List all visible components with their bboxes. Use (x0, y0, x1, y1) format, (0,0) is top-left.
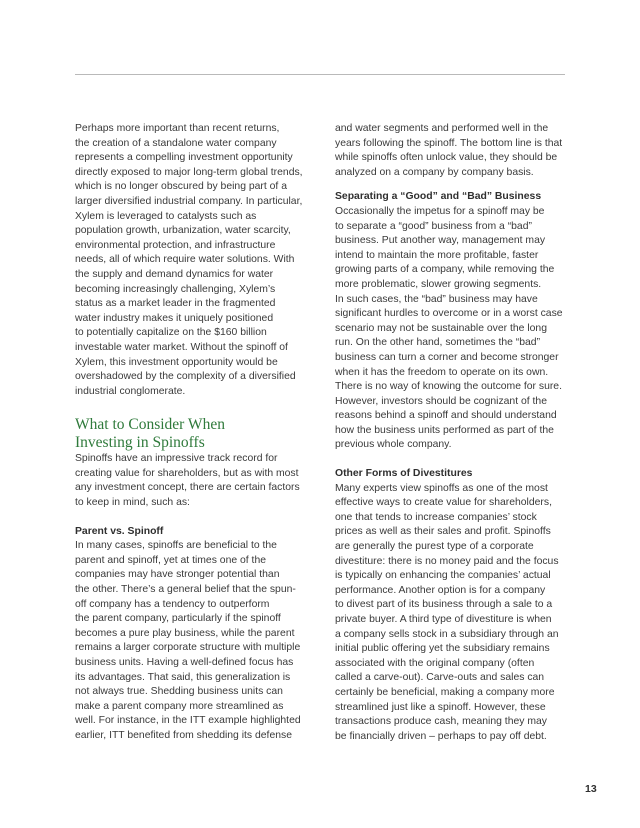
text-line: Occasionally the impetus for a spinoff may be (335, 205, 545, 217)
text-line: Xylem, this investment opportunity would be (75, 356, 278, 368)
text-line: remains a larger corporate structure with multiple (75, 642, 301, 654)
text-line: overshadowed by the complexity of a diversified (75, 371, 296, 383)
text-line: represents a compelling investment opportunity (75, 152, 293, 164)
text-line: Xylem is leveraged to catalysts such as (75, 210, 257, 222)
text-line: population growth, urbanization, water scarcity, (75, 225, 291, 237)
text-line: performance. Another option is for a company (335, 584, 546, 596)
section-intro-paragraph (75, 452, 307, 510)
section-heading (75, 416, 307, 452)
text-line: and water segments and performed well in the (335, 123, 549, 134)
text-line: creating value for shareholders, but as with most (75, 467, 299, 479)
text-line: Perhaps more important than recent returns, (75, 123, 280, 134)
other-forms-heading: Other Forms of Divestitures (335, 468, 473, 480)
text-line: However, investors should be cognizant of the (335, 395, 547, 407)
text-line: make a parent company more streamlined as (75, 700, 284, 712)
right-column (335, 122, 567, 744)
other-forms-paragraph (335, 482, 567, 745)
text-line: investable water market. Without the spinoff of (75, 341, 288, 353)
text-line: the creation of a standalone water company (75, 137, 277, 149)
text-line: analyzed on a company by company basis. (335, 166, 534, 178)
text-line: business. Put another way, management may (335, 235, 546, 247)
text-line: to divest part of its business through a sale to a (335, 599, 553, 611)
text-line: effective ways to create value for shareholders, (335, 497, 552, 509)
text-line: industrial conglomerate. (75, 385, 186, 397)
text-line: What to Consider When (75, 416, 225, 434)
parent-vs-spinoff-paragraph (75, 539, 307, 743)
text-line: growing parts of a company, while removing the (335, 264, 555, 276)
text-line: off company has a tendency to outperform (75, 598, 270, 610)
text-line: when it has the freedom to operate on its own. (335, 366, 549, 378)
text-line: any investment concept, there are certain factors (75, 482, 300, 494)
separating-paragraph (335, 205, 567, 453)
page-number: 13 (585, 783, 597, 795)
text-line: Spinoffs have an impressive track record for (75, 453, 278, 465)
text-line: In such cases, the “bad” business may have (335, 293, 538, 305)
text-line: associated with the original company (often (335, 657, 535, 669)
text-line: significant hurdles to overcome or in a worst case (335, 308, 563, 320)
text-line: water industry makes it uniquely positioned (75, 312, 274, 324)
text-line: business can turn a corner and become stronger (335, 351, 559, 363)
text-line: years following the spinoff. The bottom line is that (335, 137, 563, 149)
text-line: the supply and demand dynamics for water (75, 268, 274, 280)
text-line: to potentially capitalize on the $160 billion (75, 327, 267, 339)
text-line: directly exposed to major long-term global trends, (75, 166, 303, 178)
text-line: In many cases, spinoffs are beneficial to the (75, 540, 277, 552)
text-line: companies may have stronger potential than (75, 569, 280, 581)
text-line: reasons behind a spinoff and should understand (335, 410, 557, 422)
text-line: needs, all of which require water solutions. With (75, 254, 295, 266)
text-line: environmental protection, and infrastructure (75, 239, 276, 251)
text-line: transactions produce cash, meaning they may (335, 716, 547, 728)
continued-paragraph (335, 122, 567, 180)
text-line: previous whole company. (335, 439, 452, 451)
text-line: not always true. Shedding business units can (75, 686, 283, 698)
text-line: streamlined just like a spinoff. However, these (335, 701, 546, 713)
text-line: intend to maintain the more profitable, faster (335, 249, 539, 261)
text-line: is typically on enhancing the companies’ actual (335, 570, 551, 582)
text-line: to keep in mind, such as: (75, 497, 190, 509)
text-line: business units. Having a well-defined focus has (75, 657, 294, 668)
text-line: scenario may not be sustainable over the long (335, 322, 547, 334)
separating-heading: Separating a “Good” and “Bad” Business (335, 191, 542, 203)
text-line: the other. There’s a general belief that the spun- (75, 584, 296, 596)
text-line: prices as well as their sales and profit. Spinoffs (335, 526, 551, 538)
text-line: one that tends to increase companies’ stock (335, 511, 537, 523)
text-line: parent and spinoff, yet at times one of the (75, 554, 267, 566)
top-rule (75, 74, 565, 75)
text-line: There is no way of knowing the outcome for sure. (335, 381, 562, 393)
text-line: earlier, ITT benefited from shedding its defense (75, 729, 292, 741)
text-line: certainly be beneficial, making a company more (335, 686, 555, 698)
parent-vs-spinoff-heading: Parent vs. Spinoff (75, 525, 164, 537)
text-line: becoming increasingly challenging, Xylem’s (75, 283, 276, 295)
text-line: divestiture: there is no money paid and the focus (335, 555, 559, 567)
intro-paragraph (75, 122, 307, 399)
text-line: be financially driven – perhaps to pay off debt. (335, 730, 547, 742)
text-line: a company sells stock in a subsidiary through an (335, 628, 559, 640)
text-line: to separate a “good” business from a “bad” (335, 220, 532, 232)
text-line: while spinoffs often unlock value, they should be (335, 152, 558, 164)
text-line: are generally the purest type of a corporate (335, 541, 534, 553)
text-line: becomes a pure play business, while the parent (75, 627, 295, 639)
text-line: its advantages. That said, this generalization is (75, 671, 291, 683)
text-line: Investing in Spinoffs (75, 434, 205, 452)
text-line: more problematic, slower growing segments. (335, 278, 542, 290)
text-line: private buyer. A third type of divestiture is when (335, 614, 552, 625)
text-line: how the business units performed as part of the (335, 424, 554, 436)
text-line: called a carve-out). Carve-outs and sales can (335, 672, 545, 684)
text-line: run. On the other hand, sometimes the “bad” (335, 337, 541, 349)
text-line: larger diversified industrial company. In particular, (75, 195, 303, 207)
text-line: initial public offering yet the subsidiary remains (335, 643, 550, 655)
text-line: status as a market leader in the fragmented (75, 298, 276, 310)
text-line: well. For instance, in the ITT example highlighted (75, 715, 301, 727)
text-line: which is no longer obscured by being part of a (75, 181, 287, 193)
text-line: Many experts view spinoffs as one of the most (335, 482, 548, 494)
left-column (75, 122, 307, 744)
text-line: the parent company, particularly if the spinoff (75, 613, 281, 625)
